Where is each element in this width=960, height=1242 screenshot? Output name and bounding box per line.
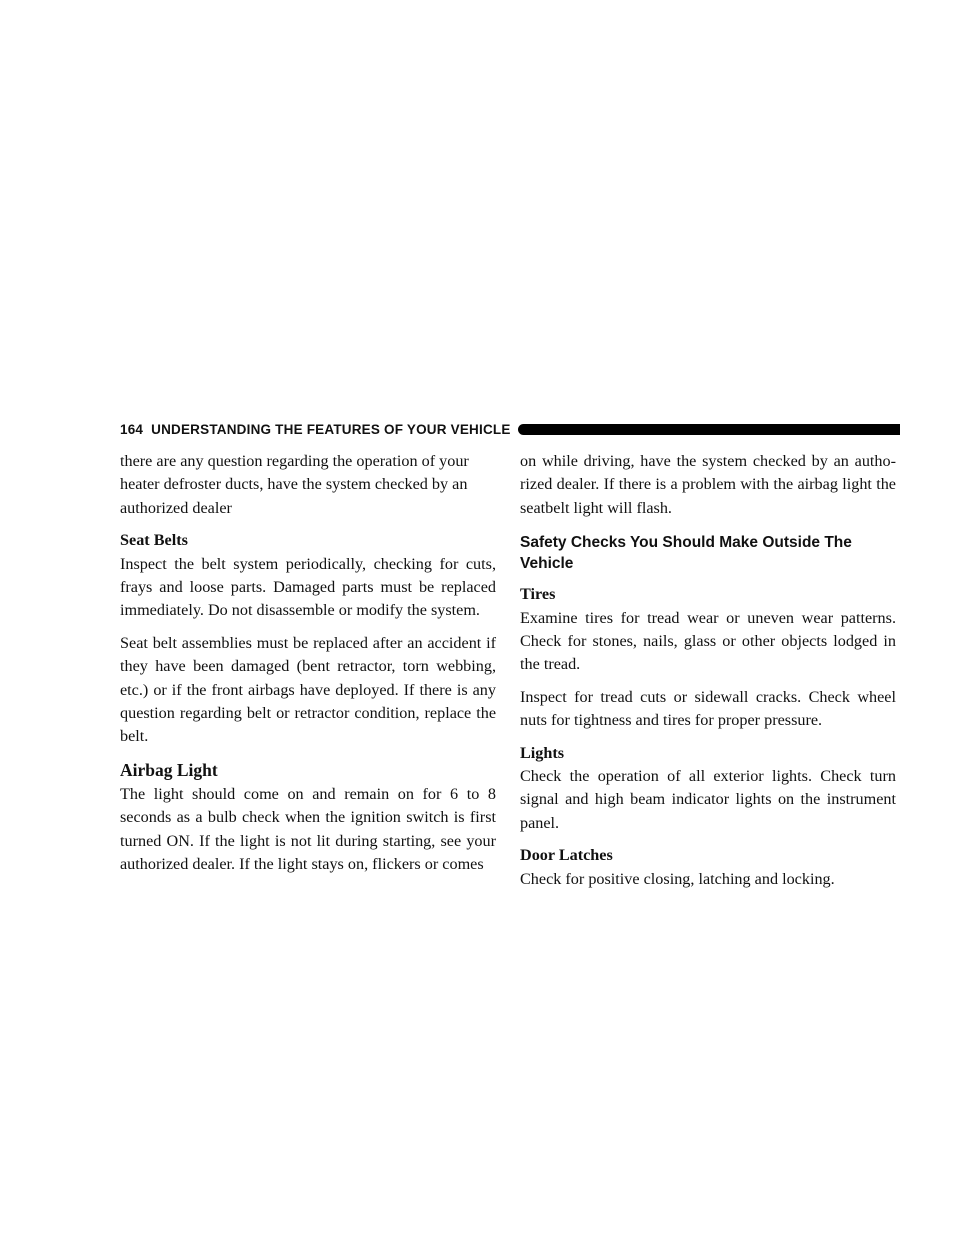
airbag-light-paragraph: The light should come on and remain on for 6 to 8 seconds as a bulb check when the ignition switch is first turned ON. If the light is not lit during starting, see your authorized dealer. If the light stays on, flickers or comes (120, 784, 496, 874)
door-latches-paragraph: Check for positive closing, latching and locking. (520, 869, 835, 888)
door-latches-heading: Door Latches (520, 846, 613, 865)
section-title: UNDERSTANDING THE FEATURES OF YOUR VEHICLE (151, 421, 511, 437)
header-rule-bar (518, 424, 900, 435)
outside-checks-heading: Safety Checks You Should Make Outside The Vehicle (520, 534, 852, 572)
intro-paragraph: there are any question regarding the operation of your heater defroster ducts, have the system checked by an authorized dealer (120, 452, 469, 517)
seat-belts-heading: Seat Belts (120, 531, 188, 550)
tires-paragraph-2: Inspect for tread cuts or sidewall cracks. Check wheel nuts for tightness and tires for proper pressure. (520, 687, 896, 730)
tires-paragraph-1: Examine tires for tread wear or uneven wear patterns. Check for stones, nails, glass or other objects lodged in the tread. (520, 608, 896, 674)
left-column (120, 450, 496, 886)
tires-heading: Tires (520, 585, 556, 604)
seat-belts-paragraph-1: Inspect the belt system periodically, checking for cuts, frays and loose parts. Damaged parts must be replaced immediately. Do not disassemble or modify the system. (120, 554, 496, 620)
page-number: 164 (120, 421, 144, 437)
airbag-light-heading: Airbag Light (120, 759, 218, 780)
page-header (120, 418, 900, 440)
seat-belts-paragraph-2: Seat belt assemblies must be replaced after an accident if they have been damaged (bent retractor, torn webbing, etc.) or if the front airbags have deployed. If there is any question regarding belt or retractor condition, replace the belt. (120, 633, 496, 746)
airbag-continued-paragraph: on while driving, have the system checked by an autho-rized dealer. If there is a problem with the airbag light the seatbelt light will flash. (520, 452, 896, 517)
lights-heading: Lights (520, 743, 565, 762)
lights-paragraph: Check the operation of all exterior lights. Check turn signal and high beam indicator lights on the instrument panel. (520, 767, 896, 832)
right-column (520, 450, 896, 900)
